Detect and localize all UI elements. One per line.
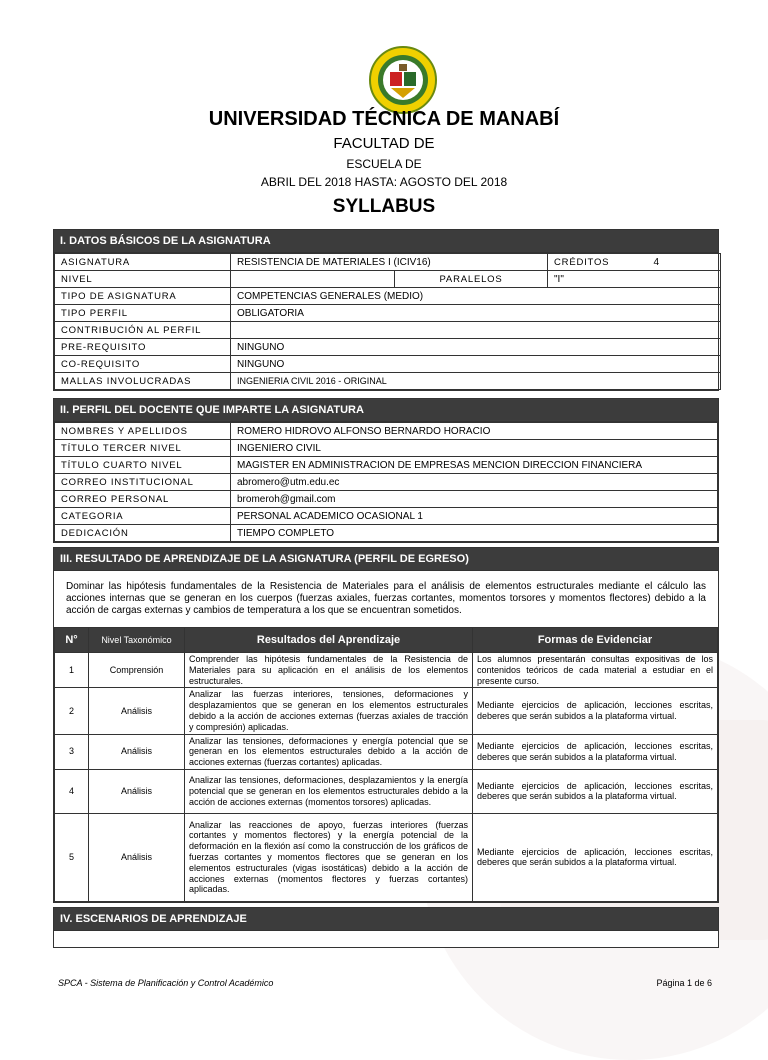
field-label: CORREO INSTITUCIONAL — [55, 474, 231, 491]
section-basic-data — [53, 229, 719, 391]
evidence-form: Mediante ejercicios de aplicación, lecciones escritas, deberes que serán subidos a la plataforma virtual. — [473, 688, 718, 734]
taxonomic-level: Análisis — [89, 688, 185, 734]
outcome-description: Dominar las hipótesis fundamentales de la Resistencia de Materiales para el análisis de elementos estructurales mediante el cálculo las acciones internas que se generan en los cuerpos (fuerzas axiales, fuerzas cortantes, momentos torsores y momentos flectores) debido a la acción de cargas externas y cambios de temperatura a los que se encuentran sometidos. — [66, 581, 706, 616]
faculty-name: FACULTAD DE — [333, 135, 435, 152]
field-label: PRE-REQUISITO — [55, 339, 231, 356]
field-label: CONTRIBUCIÓN AL PERFIL — [55, 322, 231, 339]
paralelos-value: "I" — [548, 271, 721, 288]
table-header-row — [55, 628, 718, 653]
field-label: TIPO PERFIL — [55, 305, 231, 322]
university-seal-logo — [369, 46, 437, 114]
field-value: PERSONAL ACADEMICO OCASIONAL 1 — [231, 508, 718, 525]
section-title: I. DATOS BÁSICOS DE LA ASIGNATURA — [54, 230, 718, 253]
table-row — [55, 254, 721, 271]
taxonomic-level: Análisis — [89, 769, 185, 813]
footer-page-number: Página 1 de 6 — [656, 978, 712, 988]
table-row — [55, 688, 718, 734]
learning-outcomes-table — [54, 627, 718, 902]
learning-result: Analizar las reacciones de apoyo, fuerzas interiores (fuerzas cortantes y momentos flectores) y la energía potencial de la deformación en la flexión así como la construcción de los gráficos de fuerzas cortantes y momentos flectores que se generan en los elementos estructurales (vigas isostáticas) debido a la acción de acciones externas (momentos flectores y fuerzas cortantes) aplicadas. — [185, 813, 473, 901]
taxonomic-level: Análisis — [89, 813, 185, 901]
field-label: TÍTULO CUARTO NIVEL — [55, 457, 231, 474]
creditos-label: CRÉDITOS — [548, 254, 648, 271]
footer-system-name: SPCA - Sistema de Planificación y Control Académico — [58, 978, 274, 988]
row-number: 3 — [55, 734, 89, 769]
field-label: CO-REQUISITO — [55, 356, 231, 373]
table-row — [55, 288, 721, 305]
table-row — [55, 322, 721, 339]
table-row — [55, 525, 718, 542]
row-number: 2 — [55, 688, 89, 734]
field-value: MAGISTER EN ADMINISTRACION DE EMPRESAS MENCION DIRECCION FINANCIERA — [231, 457, 718, 474]
table-row — [55, 271, 721, 288]
university-name: UNIVERSIDAD TÉCNICA DE MANABÍ — [208, 108, 560, 130]
email-institutional: abromero@utm.edu.ec — [231, 474, 718, 491]
field-label: TÍTULO TERCER NIVEL — [55, 440, 231, 457]
taxonomic-level: Comprensión — [89, 653, 185, 688]
field-value: INGENIERIA CIVIL 2016 - ORIGINAL — [231, 373, 721, 390]
basic-data-table — [54, 253, 721, 390]
row-number: 1 — [55, 653, 89, 688]
field-label: MALLAS INVOLUCRADAS — [55, 373, 231, 390]
learning-result: Analizar las tensiones, deformaciones y energía potencial que se generan en los elementos estructurales debido a la acción de acciones externas (fuerzas cortantes) aplicadas. — [185, 734, 473, 769]
field-value: COMPETENCIAS GENERALES (MEDIO) — [231, 288, 721, 305]
learning-result: Analizar las fuerzas interiores, tensiones, deformaciones y desplazamientos que se generan en los elementos estructurales debido a la acción de acciones externas (fuerzas axiales de tracción y compresión) aplicadas. — [185, 688, 473, 734]
paralelos-label: PARALELOS — [395, 271, 548, 288]
document-title: SYLLABUS — [332, 196, 436, 217]
field-label: CATEGORIA — [55, 508, 231, 525]
table-row — [55, 373, 721, 390]
field-label: DEDICACIÓN — [55, 525, 231, 542]
scenarios-content — [54, 931, 718, 947]
learning-result: Comprender las hipótesis fundamentales de la Resistencia de Materiales para su aplicación en el análisis de los elementos estructurales. — [185, 653, 473, 688]
section-title: IV. ESCENARIOS DE APRENDIZAJE — [54, 908, 718, 931]
table-row — [55, 457, 718, 474]
table-row — [55, 356, 721, 373]
column-header: Resultados del Aprendizaje — [185, 628, 473, 653]
section-title: II. PERFIL DEL DOCENTE QUE IMPARTE LA ASIGNATURA — [54, 399, 718, 422]
evidence-form: Mediante ejercicios de aplicación, lecciones escritas, deberes que serán subidos a la plataforma virtual. — [473, 769, 718, 813]
field-value: ROMERO HIDROVO ALFONSO BERNARDO HORACIO — [231, 423, 718, 440]
section-title: III. RESULTADO DE APRENDIZAJE DE LA ASIGNATURA (PERFIL DE EGRESO) — [54, 548, 718, 571]
row-number: 4 — [55, 769, 89, 813]
section-teacher-profile — [53, 398, 719, 543]
column-header: Nivel Taxonómico — [89, 628, 185, 653]
academic-period: ABRIL DEL 2018 HASTA: AGOSTO DEL 2018 — [260, 175, 508, 189]
field-value: OBLIGATORIA — [231, 305, 721, 322]
table-row — [55, 813, 718, 901]
field-label: CORREO PERSONAL — [55, 491, 231, 508]
nivel-label: NIVEL — [55, 271, 231, 288]
field-label: TIPO DE ASIGNATURA — [55, 288, 231, 305]
evidence-form: Mediante ejercicios de aplicación, lecciones escritas, deberes que serán subidos a la plataforma virtual. — [473, 734, 718, 769]
section-learning-scenarios — [53, 907, 719, 948]
school-name: ESCUELA DE — [346, 157, 422, 171]
field-value: NINGUNO — [231, 339, 721, 356]
email-personal: bromeroh@gmail.com — [231, 491, 718, 508]
table-row — [55, 508, 718, 525]
asignatura-value: RESISTENCIA DE MATERIALES I (ICIV16) — [231, 254, 548, 271]
row-number: 5 — [55, 813, 89, 901]
table-row — [55, 305, 721, 322]
asignatura-label: ASIGNATURA — [55, 254, 231, 271]
field-value: INGENIERO CIVIL — [231, 440, 718, 457]
column-header: N° — [55, 628, 89, 653]
field-value: TIEMPO COMPLETO — [231, 525, 718, 542]
table-row — [55, 653, 718, 688]
section-learning-outcomes — [53, 547, 719, 903]
table-row — [55, 440, 718, 457]
table-row — [55, 474, 718, 491]
creditos-value: 4 — [648, 254, 721, 271]
teacher-profile-table — [54, 422, 718, 542]
field-label: NOMBRES Y APELLIDOS — [55, 423, 231, 440]
column-header: Formas de Evidenciar — [473, 628, 718, 653]
table-row — [55, 734, 718, 769]
taxonomic-level: Análisis — [89, 734, 185, 769]
field-value: NINGUNO — [231, 356, 721, 373]
field-value — [231, 322, 721, 339]
table-row — [55, 339, 721, 356]
nivel-value — [231, 271, 395, 288]
table-row — [55, 423, 718, 440]
table-row — [55, 769, 718, 813]
learning-result: Analizar las tensiones, deformaciones, desplazamientos y la energía potencial que se generan en los elementos estructurales debido a la acción de acciones externas (momentos torsores) aplicadas. — [185, 769, 473, 813]
table-row — [55, 491, 718, 508]
evidence-form: Mediante ejercicios de aplicación, lecciones escritas, deberes que serán subidos a la plataforma virtual. — [473, 813, 718, 901]
evidence-form: Los alumnos presentarán consultas expositivas de los contenidos teóricos de cada material a estudiar en el presente curso. — [473, 653, 718, 688]
